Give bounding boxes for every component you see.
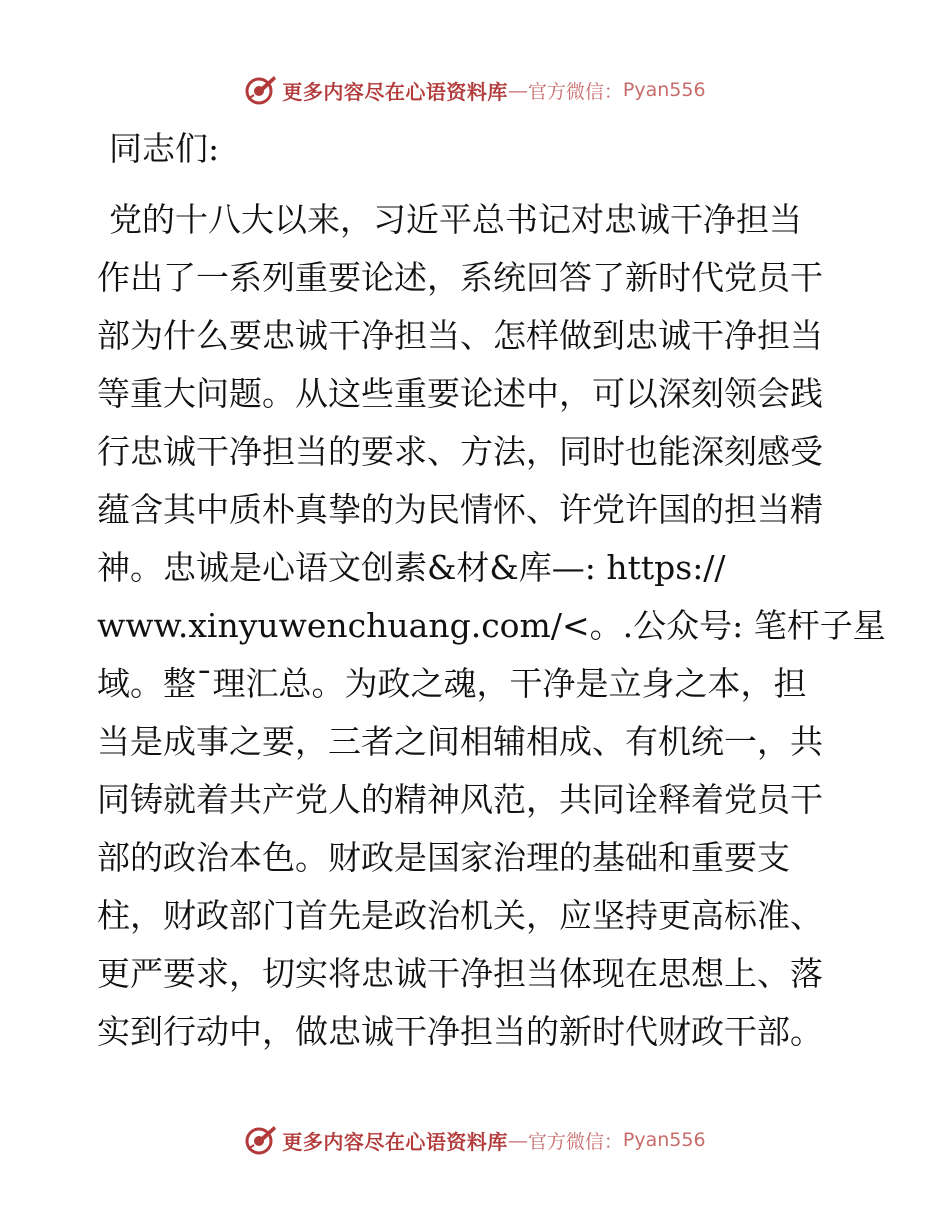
- body-line: 蕴含其中质朴真挚的为民情怀、许党许国的担当精: [97, 490, 823, 529]
- body-line: 域。整¯理汇总。为政之魂，干净是立身之本，担: [97, 664, 807, 703]
- document-body: [97, 120, 886, 1061]
- header-banner: [0, 70, 950, 110]
- footer-brand-text: 更多内容尽在心语资料库: [282, 1129, 508, 1154]
- footer-wechat-label: 官方微信：: [527, 1130, 623, 1153]
- body-line: 神。忠诚是心语文创素&材&库—: https://: [97, 548, 726, 587]
- body-line: 柱，财政部门首先是政治机关，应坚持更高标准、: [97, 896, 823, 935]
- body-line: www.xinyuwenchuang.com/<。.公众号: 笔杆子星: [97, 606, 886, 645]
- body-line: 行忠诚干净担当的要求、方法，同时也能深刻感受: [97, 432, 823, 471]
- salutation: 同志们:: [109, 129, 220, 168]
- body-line: 部的政治本色。财政是国家治理的基础和重要支: [97, 838, 790, 877]
- pen-nib-logo-icon: [244, 73, 278, 107]
- header-wechat-label: 官方微信：: [527, 80, 623, 103]
- body-line: 同铸就着共产党人的精神风范，共同诠释着党员干: [97, 780, 823, 819]
- header-wechat-id: Pyan556: [622, 79, 706, 101]
- body-line: 部为什么要忠诚干净担当、怎样做到忠诚干净担当: [97, 316, 823, 355]
- body-line: 党的十八大以来，习近平总书记对忠诚干净担当: [109, 200, 802, 239]
- footer-wechat-id: Pyan556: [622, 1129, 706, 1151]
- body-line: 作出了一系列重要论述，系统回答了新时代党员干: [97, 258, 823, 297]
- header-dash: —: [507, 78, 528, 102]
- footer-dash: —: [507, 1128, 528, 1152]
- body-line: 当是成事之要，三者之间相辅相成、有机统一，共: [97, 722, 823, 761]
- footer-banner: [0, 1120, 950, 1160]
- pen-nib-logo-icon: [244, 1123, 278, 1157]
- body-line: 实到行动中，做忠诚干净担当的新时代财政干部。: [97, 1012, 823, 1051]
- body-line: 更严要求，切实将忠诚干净担当体现在思想上、落: [97, 954, 823, 993]
- header-brand-text: 更多内容尽在心语资料库: [282, 79, 508, 104]
- body-line: 等重大问题。从这些重要论述中，可以深刻领会践: [97, 374, 823, 413]
